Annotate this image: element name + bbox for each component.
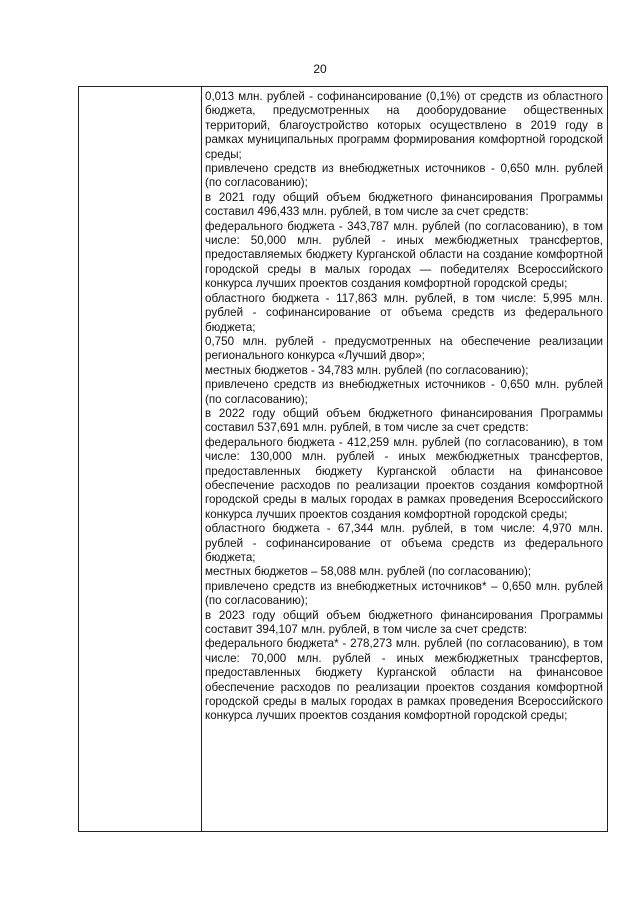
paragraph: областного бюджета - 117,863 млн. рублей, в том числе: 5,995 млн. рублей - софинансирование от объема средств из федерального бюджета;	[205, 291, 603, 334]
paragraph: федерального бюджета - 343,787 млн. рублей (по согласованию), в том числе: 50,000 млн. рублей - иных межбюджетных трансфертов, предоставляемых бюджету Курганской области на создание комфортной городской среды в малых городах — победителях Всероссийского конкурса лучших проектов создания комфортной городской среды;	[205, 219, 603, 291]
column-divider	[201, 87, 202, 831]
page-number: 20	[313, 62, 327, 76]
paragraph: областного бюджета - 67,344 млн. рублей, в том числе: 4,970 млн. рублей - софинансирование от объема средств из федерального бюджета;	[205, 522, 603, 564]
paragraph: местных бюджетов – 58,088 млн. рублей (по согласованию);	[205, 565, 532, 579]
paragraph: федерального бюджета - 412,259 млн. рублей (по согласованию), в том числе: 130,000 млн. рублей - иных межбюджетных трансфертов, предоставленных бюджету Курганской области на финансовое обеспечение расходов по реализации проектов создания комфортной городской среды в малых городах в рамках проведения Всероссийского конкурса лучших проектов создания комфортной городской среды;	[205, 435, 603, 521]
paragraph: в 2021 году общий объем бюджетного финансирования Программы составил 496,433 млн. рублей, в том числе за счет средств:	[205, 190, 603, 219]
table-frame	[78, 86, 608, 832]
paragraph: в 2023 году общий объем бюджетного финансирования Программы составит 394,107 млн. рублей, в том числе за счет средств:	[205, 608, 603, 637]
paragraph: привлечено средств из внебюджетных источников - 0,650 млн. рублей (по согласованию);	[205, 378, 603, 406]
paragraph: в 2022 году общий объем бюджетного финансирования Программы составил 537,691 млн. рублей, в том числе за счет средств:	[205, 406, 603, 435]
paragraph: привлечено средств из внебюджетных источников* – 0,650 млн. рублей (по согласованию);	[205, 579, 603, 608]
paragraph: 0,750 млн. рублей - предусмотренных на обеспечение реализации регионального конкурса «Лучший двор»;	[205, 334, 603, 363]
paragraph: федерального бюджета* - 278,273 млн. рублей (по согласованию), в том числе: 70,000 млн. рублей - иных межбюджетных трансфертов, предоставленных бюджету Курганской области на финансовое обеспечение расходов по реализации проектов создания комфортной городской среды в малых городах в рамках проведения Всероссийского конкурса лучших проектов создания комфортной городской среды;	[205, 637, 603, 723]
table-cell-content	[205, 90, 603, 724]
paragraph: местных бюджетов - 34,783 млн. рублей (по согласованию);	[205, 363, 529, 377]
paragraph: 0,013 млн. рублей - софинансирование (0,1%) от средств из областного бюджета, предусмотренных на дооборудование общественных территорий, благоустройство которых осуществлено в 2019 году в рамках муниципальных программ формирования комфортной городской среды;	[205, 90, 603, 161]
paragraph: привлечено средств из внебюджетных источников - 0,650 млн. рублей (по согласованию);	[205, 162, 603, 190]
